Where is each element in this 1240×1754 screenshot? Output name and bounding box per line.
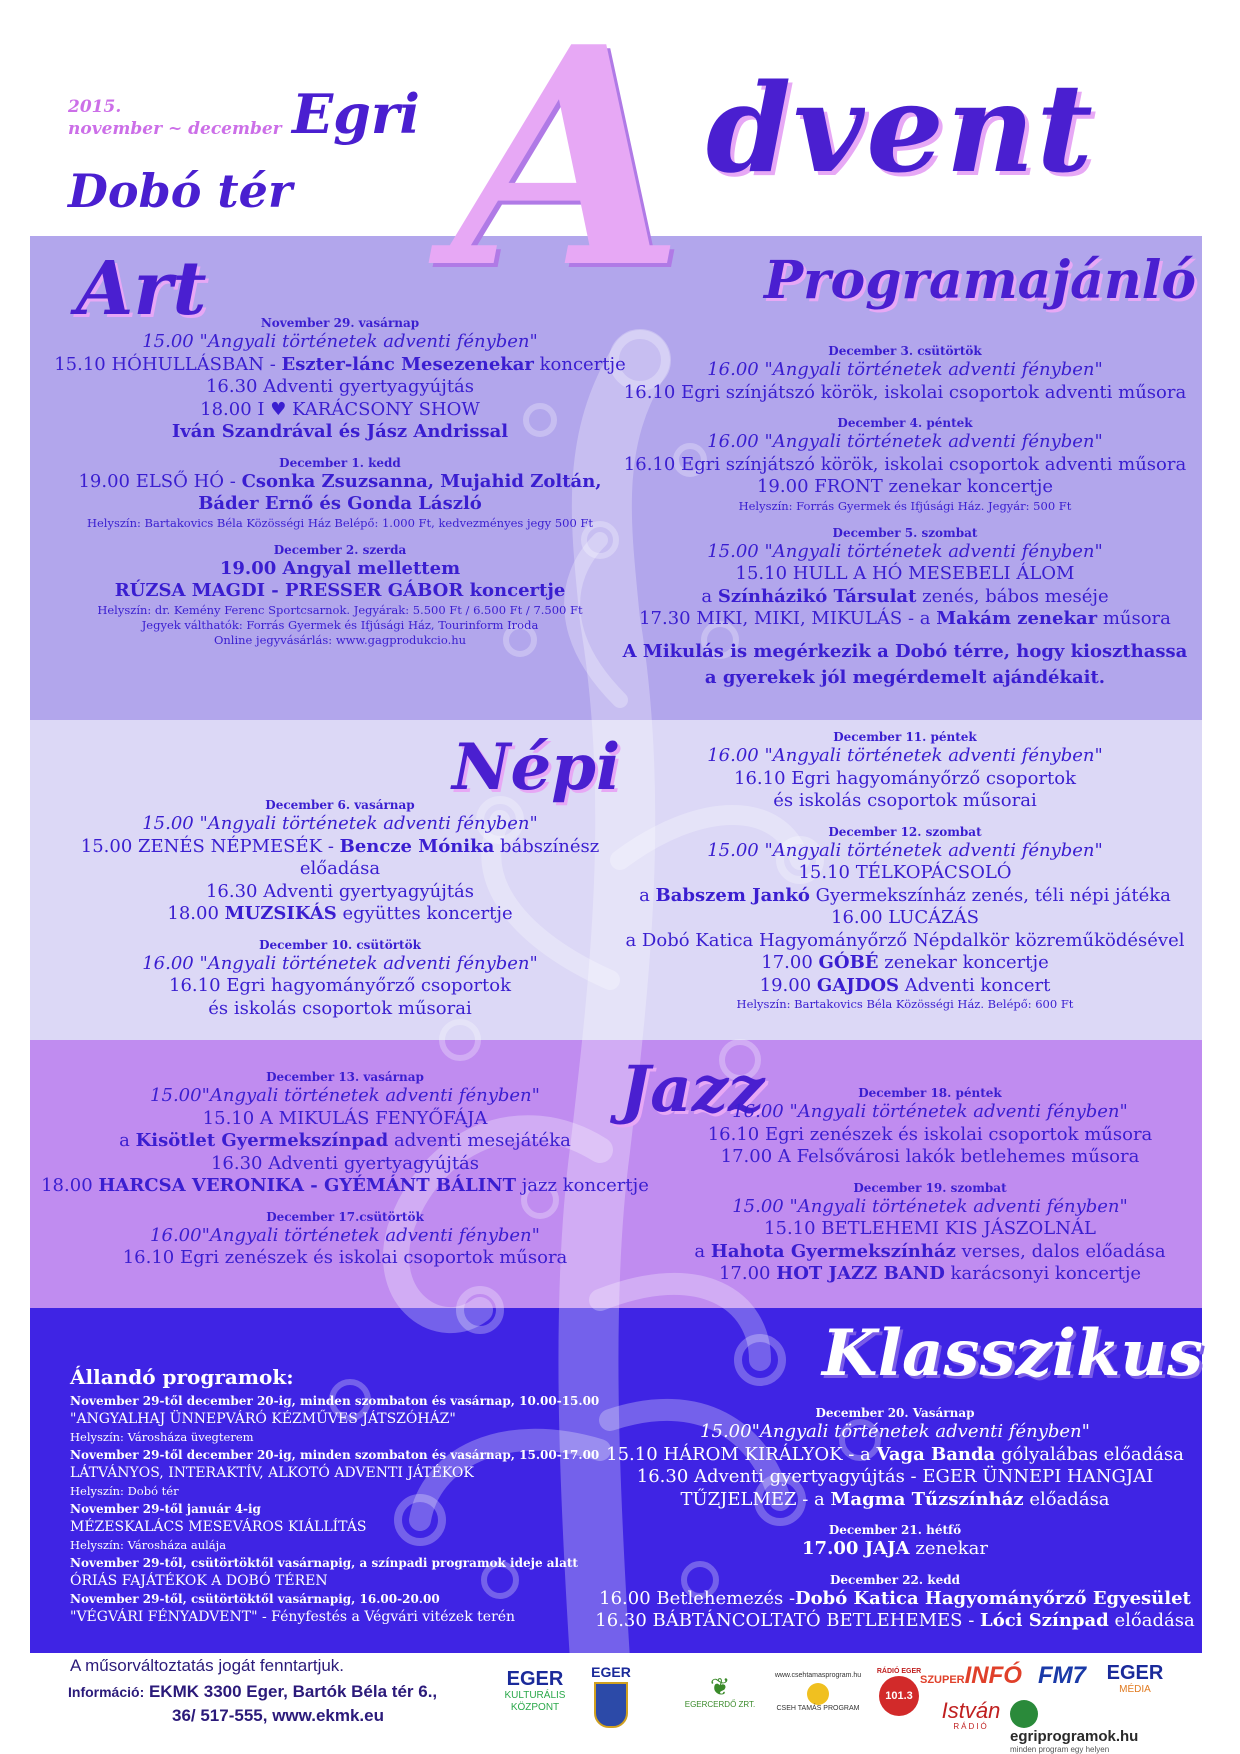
event-line: 19.00 Angyal mellettem (219, 557, 461, 579)
event-line: 16.10 Egri színjátszó körök, iskolai csoportok adventi műsora (623, 381, 1187, 403)
program-title: MÉZESKALÁCS MESEVÁROS KIÁLLÍTÁS (70, 1519, 367, 1535)
event-date: December 13. vasárnap (266, 1070, 424, 1084)
event-date: December 6. vasárnap (265, 798, 415, 812)
event-note: Helyszín: Bartakovics Béla Közösségi Ház Belépő: 1.000 Ft, kedvezményes jegy 500 Ft (86, 515, 594, 530)
program-date: November 29-től december 20-ig, minden szombaton és vasárnap, 15.00-17.00 (70, 1448, 600, 1462)
event-note: Online jegyvásárlás: www.gagprodukcio.hu (213, 632, 467, 647)
event-line: 19.00 GAJDOS Adventi koncert (759, 974, 1051, 996)
event-line: a Dobó Katica Hagyományőrző Népdalkör közreműködésével (625, 929, 1185, 951)
szuper-info-logo: SZUPERINFÓ (920, 1662, 1022, 1689)
header-date (68, 96, 282, 140)
event-line: TŰZJELMEZ - a Magma Tűzszínház előadása (680, 1488, 1110, 1510)
event-line: 15.00 "Angyali történetek adventi fényben" (707, 839, 1103, 861)
event-line: 17.30 MIKI, MIKI, MIKULÁS - a Makám zenekar műsora (639, 608, 1171, 629)
footer-note: A műsorváltoztatás jogát fenntartjuk. (70, 1656, 345, 1675)
nepi-right-column (610, 730, 1200, 1012)
footer-info (68, 1680, 437, 1728)
section-title-programajanlo: Programajánló (764, 250, 1197, 311)
event-note: Helyszín: dr. Kemény Ferenc Sportcsarnok. Jegyárak: 5.500 Ft / 6.500 Ft / 7.500 Ft (97, 602, 583, 617)
advent-title-initial: A (452, 0, 685, 334)
program-place: Helyszín: Városháza aulája (70, 1538, 227, 1552)
event-line: 16.10 Egri színjátszó körök, iskolai csoportok adventi műsora (623, 453, 1187, 475)
mikulas-note: a gyerekek jól megérdemelt ajándékait. (704, 666, 1106, 688)
info-contact: 36/ 517-555, www.ekmk.eu (172, 1706, 384, 1725)
event-date: December 1. kedd (279, 455, 401, 470)
header-months: november ~ december (68, 119, 282, 139)
event-line: Iván Szandrával és Jász Andrissal (171, 421, 509, 442)
event-line: 15.00 "Angyali történetek adventi fényben" (732, 1195, 1128, 1217)
event-line: 15.10 A MIKULÁS FENYŐFÁJA (202, 1107, 488, 1129)
event-line: 15.00 ZENÉS NÉPMESÉK - Bencze Mónika bábszínész előadása (80, 835, 600, 879)
event-line: 16.00 "Angyali történetek adventi fényben" (707, 431, 1103, 452)
section-title-nepi: Népi (452, 730, 621, 805)
section-title-klasszikus: Klasszikus (822, 1316, 1204, 1391)
leaf-icon: ❦ (709, 1674, 731, 1701)
event-line: 16.30 Adventi gyertyagyújtás (205, 376, 475, 397)
event-line: 16.10 Egri zenészek és iskolai csoportok műsora (707, 1123, 1153, 1145)
eger-crest-logo: EGER (586, 1664, 636, 1728)
speech-bubble-icon (1010, 1700, 1038, 1728)
event-date: November 29. vasárnap (260, 316, 420, 330)
egriprogramok-logo: egriprogramok.hu minden program egy helyen (1010, 1700, 1170, 1754)
event-line: 16.00 LUCÁZÁS (831, 907, 979, 928)
program-place: Helyszín: Városháza üvegterem (70, 1430, 254, 1444)
event-line: 15.00"Angyali történetek adventi fényben" (700, 1421, 1090, 1442)
event-line: a Kisötlet Gyermekszínpad adventi mesejátéka (119, 1130, 571, 1151)
radio-eger-logo: RÁDIÓ EGER 101.3 (874, 1668, 924, 1716)
event-line: 17.00 GÓBÉ zenekar koncertje (761, 952, 1049, 973)
header-city: Egri (292, 82, 420, 146)
header-place: Dobó tér (68, 164, 293, 218)
event-date: December 21. hétfő (828, 1523, 962, 1537)
event-line: 15.00"Angyali történetek adventi fényben" (150, 1085, 540, 1106)
event-note: Helyszín: Bartakovics Béla Közösségi Ház. Belépő: 600 Ft (736, 997, 1074, 1011)
event-date: December 11. péntek (833, 730, 977, 744)
fm7-logo: FM7 (1038, 1662, 1086, 1689)
event-line: 16.00 "Angyali történetek adventi fényben" (732, 1101, 1128, 1122)
egercard-logo: ❦ EGERCERDŐ ZRT. (680, 1676, 760, 1709)
event-line: 16.00 Betlehemezés -Dobó Katica Hagyományőrző Egyesület (599, 1587, 1191, 1609)
event-note: Helyszín: Forrás Gyermek és Ifjúsági Ház. Jegyár: 500 Ft (738, 498, 1072, 513)
advent-title-rest: dvent (706, 56, 1095, 200)
event-line: a Babszem Jankó Gyermekszínház zenés, téli népi játéka (639, 884, 1171, 906)
art-right-column (610, 344, 1200, 691)
klasszikus-column (590, 1406, 1200, 1633)
event-line: 16.30 Adventi gyertyagyújtás (210, 1152, 480, 1174)
section-title-jazz: Jazz (620, 1052, 765, 1127)
program-date: November 29-től, csütörtöktől vasárnapig, 16.00-20.00 (70, 1592, 440, 1606)
header-year: 2015. (68, 97, 122, 117)
event-line: 15.00 "Angyali történetek adventi fényben" (142, 813, 538, 834)
event-line: 15.10 HULL A HÓ MESEBELI ÁLOM (735, 563, 1075, 584)
event-line: 15.10 TÉLKOPÁCSOLÓ (798, 862, 1012, 883)
sun-icon (807, 1683, 829, 1705)
program-title: "ANGYALHAJ ÜNNEPVÁRÓ KÉZMŰVES JÁTSZÓHÁZ" (70, 1411, 456, 1427)
event-line: 16.00 "Angyali történetek adventi fényben" (707, 359, 1103, 380)
event-date: December 4. péntek (837, 416, 973, 430)
program-date: November 29-től december 20-ig, minden szombaton és vasárnap, 10.00-15.00 (70, 1394, 600, 1408)
event-line: 16.00 "Angyali történetek adventi fényben" (142, 952, 538, 974)
event-line: Báder Ernő és Gonda László (198, 493, 482, 514)
eger-media-logo: EGER MÉDIA (1106, 1662, 1164, 1695)
event-date: December 17.csütörtök (266, 1209, 424, 1224)
info-address: EKMK 3300 Eger, Bartók Béla tér 6., (144, 1682, 438, 1701)
event-date: December 12. szombat (828, 824, 982, 839)
event-line: 18.00 HARCSA VERONIKA - GYÉMÁNT BÁLINT jazz koncertje (41, 1175, 649, 1196)
event-line: 17.00 JAJA zenekar (802, 1538, 988, 1559)
nepi-left-column (40, 798, 640, 1020)
permanent-programs-heading: Állandó programok: (70, 1365, 294, 1389)
event-line: a Színházikó Társulat zenés, bábos meséje (701, 585, 1109, 607)
event-line: a Hahota Gyermekszínház verses, dalos előadása (694, 1240, 1166, 1262)
mikulas-note: A Mikulás is megérkezik a Dobó térre, hogy kioszthassa (622, 640, 1188, 662)
eger-crest-icon (594, 1682, 628, 1728)
event-line: 16.10 Egri hagyományőrző csoportok (734, 767, 1076, 789)
event-line: és iskolás csoportok műsorai (208, 997, 472, 1019)
info-label: Információ: (68, 1684, 145, 1700)
event-date: December 18. péntek (858, 1086, 1002, 1100)
program-title: "VÉGVÁRI FÉNYADVENT" - Fényfestés a Végvári vitézek terén (70, 1609, 516, 1625)
event-date: December 3. csütörtök (828, 344, 982, 358)
event-line: 15.10 HÁROM KIRÁLYOK - a Vaga Banda gólyalábas előadása (606, 1443, 1184, 1465)
event-date: December 2. szerda (273, 542, 407, 557)
jazz-left-column (40, 1070, 650, 1270)
event-line: 16.30 Adventi gyertyagyújtás - EGER ÜNNEPI HANGJAI (636, 1466, 1154, 1487)
cseh-tamas-program-logo: www.csehtamasprogram.hu CSEH TAMÁS PROGRAM (774, 1672, 862, 1712)
event-line: 15.00 "Angyali történetek adventi fényben" (707, 540, 1103, 562)
event-line: 16.30 Adventi gyertyagyújtás (205, 880, 475, 902)
eger-kulturalis-kozpont-logo: EGER KULTURÁLIS KÖZPONT (504, 1668, 566, 1713)
event-date: December 20. Vasárnap (815, 1406, 975, 1420)
event-date: December 5. szombat (832, 525, 978, 540)
event-line: és iskolás csoportok műsorai (773, 790, 1037, 811)
event-line: 16.10 Egri zenészek és iskolai csoportok műsora (122, 1247, 568, 1268)
event-date: December 19. szombat (853, 1180, 1007, 1195)
program-date: November 29-től január 4-ig (70, 1502, 261, 1516)
program-title: ÓRIÁS FAJÁTÉKOK A DOBÓ TÉREN (70, 1573, 328, 1589)
event-line: 17.00 HOT JAZZ BAND karácsonyi koncertje (718, 1263, 1142, 1284)
event-line: 16.00"Angyali történetek adventi fényben" (150, 1224, 540, 1246)
event-date: December 10. csütörtök (259, 937, 421, 952)
section-title-art: Art (76, 246, 207, 332)
event-line: 15.00 "Angyali történetek adventi fényben" (142, 331, 538, 352)
event-date: December 22. kedd (830, 1572, 960, 1587)
art-left-column (40, 316, 640, 648)
program-title: LÁTVÁNYOS, INTERAKTÍV, ALKOTÓ ADVENTI JÁTÉKOK (70, 1465, 474, 1481)
event-line: 16.30 BÁBTÁNCOLTATÓ BETLEHEMES - Lóci Színpad előadása (595, 1610, 1195, 1631)
program-place: Helyszín: Dobó tér (70, 1484, 179, 1498)
permanent-programs (70, 1362, 630, 1626)
event-line: 15.10 HÓHULLÁSBAN - Eszter-lánc Mesezenekar koncertje (54, 353, 626, 375)
event-line: 19.00 ELSŐ HÓ - Csonka Zsuzsanna, Mujahid Zoltán, (78, 470, 602, 492)
event-note: Jegyek válthatók: Forrás Gyermek és Ifjúsági Ház, Tourinform Iroda (141, 617, 539, 632)
szent-istvan-radio-logo: István RÁDIÓ (941, 1698, 1001, 1731)
event-line: 19.00 FRONT zenekar koncertje (756, 476, 1053, 497)
event-line: 18.00 I ♥ KARÁCSONY SHOW (200, 398, 480, 420)
jazz-right-column (660, 1086, 1200, 1286)
event-line: RÚZSA MAGDI - PRESSER GÁBOR koncertje (114, 580, 566, 601)
event-line: 16.00 "Angyali történetek adventi fényben" (707, 745, 1103, 766)
event-line: 16.10 Egri hagyományőrző csoportok (169, 975, 511, 996)
program-date: November 29-től, csütörtöktől vasárnapig, a színpadi programok ideje alatt (70, 1556, 578, 1570)
event-line: 18.00 MUZSIKÁS együttes koncertje (167, 903, 513, 924)
event-line: 17.00 A Felsővárosi lakók betlehemes műsora (720, 1146, 1140, 1167)
event-line: 15.10 BETLEHEMI KIS JÁSZOLNÁL (764, 1218, 1096, 1239)
